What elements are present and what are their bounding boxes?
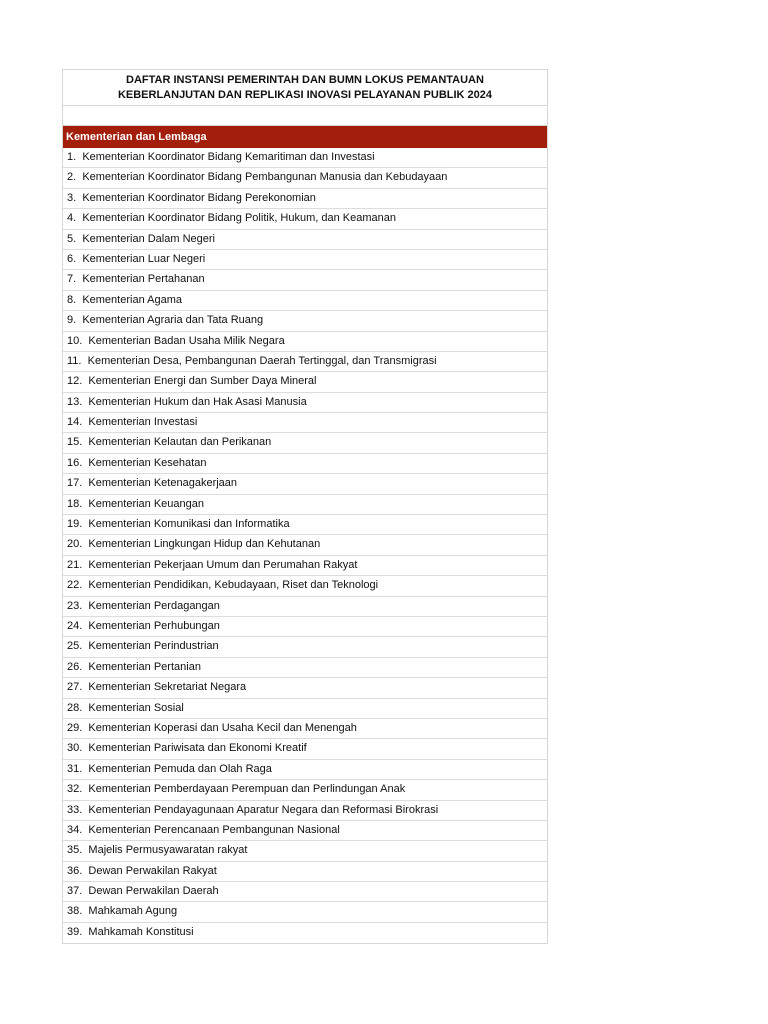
- item-number: 32.: [67, 783, 83, 796]
- item-number: 25.: [67, 640, 83, 653]
- list-item: [63, 454, 547, 474]
- item-number: 27.: [67, 681, 83, 694]
- item-number: 34.: [67, 823, 83, 836]
- item-name: Kementerian Investasi: [88, 416, 198, 429]
- list-item: [63, 535, 547, 555]
- item-number: 20.: [67, 538, 83, 551]
- list-item: [63, 270, 547, 290]
- item-number: 13.: [67, 395, 83, 408]
- item-number: 15.: [67, 436, 83, 449]
- item-number: 36.: [67, 864, 83, 877]
- list-item: [63, 699, 547, 719]
- item-name: Kementerian Energi dan Sumber Daya Mineral: [88, 375, 317, 388]
- list-item: [63, 515, 547, 535]
- list-item: [63, 719, 547, 739]
- list-item: [63, 556, 547, 576]
- item-number: 30.: [67, 742, 83, 755]
- item-number: 37.: [67, 885, 83, 898]
- item-name: Kementerian Sosial: [88, 701, 184, 714]
- item-name: Kementerian Pertanian: [88, 660, 201, 673]
- list-item: [63, 372, 547, 392]
- item-name: Kementerian Pemberdayaan Perempuan dan Perlindungan Anak: [88, 783, 406, 796]
- item-number: 18.: [67, 497, 83, 510]
- item-number: 2.: [67, 171, 77, 184]
- list-item: [63, 433, 547, 453]
- item-number: 6.: [67, 252, 77, 265]
- item-number: 11.: [67, 354, 82, 367]
- item-number: 38.: [67, 905, 83, 918]
- item-number: 17.: [67, 477, 83, 490]
- item-name: Mahkamah Konstitusi: [88, 925, 194, 938]
- document-sheet: [62, 69, 548, 944]
- list-item: [63, 617, 547, 637]
- item-number: 7.: [67, 273, 77, 286]
- item-number: 10.: [67, 334, 83, 347]
- item-name: Kementerian Pendayagunaan Aparatur Negara dan Reformasi Birokrasi: [88, 803, 439, 816]
- item-number: 21.: [67, 558, 83, 571]
- list-item: [63, 189, 547, 209]
- document-title: [63, 70, 547, 106]
- item-number: 12.: [67, 375, 83, 388]
- item-name: Dewan Perwakilan Daerah: [88, 885, 219, 898]
- item-name: Kementerian Koordinator Bidang Kemaritiman dan Investasi: [82, 151, 375, 163]
- list-item: [63, 291, 547, 311]
- list-item: [63, 148, 547, 168]
- item-name: Kementerian Kelautan dan Perikanan: [88, 436, 272, 449]
- item-name: Kementerian Lingkungan Hidup dan Kehutanan: [88, 538, 321, 551]
- list-item: [63, 760, 547, 780]
- item-name: Kementerian Kesehatan: [88, 456, 207, 469]
- list-item: [63, 739, 547, 759]
- list-item: [63, 495, 547, 515]
- list-item: [63, 841, 547, 861]
- list-item: [63, 882, 547, 902]
- list-item: [63, 474, 547, 494]
- item-number: 3.: [67, 191, 77, 204]
- item-name: Kementerian Koordinator Bidang Politik, Hukum, dan Keamanan: [82, 212, 396, 225]
- list-item: [63, 801, 547, 821]
- item-name: Kementerian Perdagangan: [88, 599, 220, 612]
- item-name: Kementerian Pemuda dan Olah Raga: [88, 762, 272, 775]
- section-header: Kementerian dan Lembaga: [63, 126, 547, 148]
- item-name: Kementerian Perhubungan: [88, 619, 220, 632]
- item-name: Kementerian Agama: [82, 293, 182, 306]
- item-name: Kementerian Desa, Pembangunan Daerah Tertinggal, dan Transmigrasi: [87, 354, 437, 367]
- item-number: 9.: [67, 314, 77, 327]
- empty-row: [63, 106, 547, 126]
- list-item: [63, 576, 547, 596]
- item-name: Kementerian Agraria dan Tata Ruang: [82, 314, 264, 327]
- item-name: Kementerian Pekerjaan Umum dan Perumahan Rakyat: [88, 558, 358, 571]
- item-number: 22.: [67, 579, 83, 592]
- item-number: 14.: [67, 416, 83, 429]
- list-item: [63, 923, 547, 943]
- item-number: 4.: [67, 212, 77, 225]
- title-line-1: DAFTAR INSTANSI PEMERINTAH DAN BUMN LOKUS PEMANTAUAN: [126, 74, 484, 86]
- list-item: [63, 250, 547, 270]
- item-name: Kementerian Pertahanan: [82, 273, 205, 286]
- item-name: Kementerian Koordinator Bidang Pembangunan Manusia dan Kebudayaan: [82, 171, 448, 184]
- item-number: 1.: [67, 151, 77, 163]
- item-number: 28.: [67, 701, 83, 714]
- item-name: Kementerian Koordinator Bidang Perekonomian: [82, 191, 316, 204]
- list-item: [63, 209, 547, 229]
- list-item: [63, 393, 547, 413]
- item-name: Kementerian Perencanaan Pembangunan Nasional: [88, 823, 340, 836]
- list-item: [63, 168, 547, 188]
- item-name: Kementerian Pendidikan, Kebudayaan, Riset dan Teknologi: [88, 579, 379, 592]
- item-name: Dewan Perwakilan Rakyat: [88, 864, 217, 877]
- item-number: 5.: [67, 232, 77, 245]
- list-item: [63, 413, 547, 433]
- item-name: Kementerian Sekretariat Negara: [88, 681, 247, 694]
- list-item: [63, 637, 547, 657]
- item-number: 31.: [67, 762, 83, 775]
- item-name: Kementerian Pariwisata dan Ekonomi Kreatif: [88, 742, 307, 755]
- list-item: [63, 311, 547, 331]
- list-item: [63, 678, 547, 698]
- item-number: 39.: [67, 925, 83, 938]
- title-line-2: KEBERLANJUTAN DAN REPLIKASI INOVASI PELAYANAN PUBLIK 2024: [117, 89, 493, 101]
- item-number: 33.: [67, 803, 83, 816]
- agency-list: [63, 148, 547, 943]
- item-name: Kementerian Keuangan: [88, 497, 205, 510]
- item-name: Kementerian Komunikasi dan Informatika: [88, 518, 290, 531]
- list-item: [63, 597, 547, 617]
- item-number: 8.: [67, 293, 77, 306]
- item-number: 29.: [67, 721, 83, 734]
- list-item: [63, 862, 547, 882]
- list-item: [63, 332, 547, 352]
- item-name: Kementerian Dalam Negeri: [82, 232, 215, 245]
- list-item: [63, 821, 547, 841]
- list-item: [63, 902, 547, 922]
- list-item: [63, 230, 547, 250]
- item-number: 23.: [67, 599, 83, 612]
- item-number: 24.: [67, 619, 83, 632]
- item-number: 19.: [67, 518, 83, 531]
- item-name: Kementerian Badan Usaha Milik Negara: [88, 334, 285, 347]
- item-number: 35.: [67, 844, 83, 857]
- item-name: Kementerian Luar Negeri: [82, 252, 206, 265]
- item-name: Kementerian Hukum dan Hak Asasi Manusia: [88, 395, 307, 408]
- item-name: Mahkamah Agung: [88, 905, 178, 918]
- item-name: Kementerian Perindustrian: [88, 640, 219, 653]
- item-name: Kementerian Ketenagakerjaan: [88, 477, 238, 490]
- list-item: [63, 658, 547, 678]
- item-number: 16.: [67, 456, 83, 469]
- item-name: Kementerian Koperasi dan Usaha Kecil dan Menengah: [88, 721, 357, 734]
- item-number: 26.: [67, 660, 83, 673]
- list-item: [63, 352, 547, 372]
- list-item: [63, 780, 547, 800]
- item-name: Majelis Permusyawaratan rakyat: [88, 844, 248, 857]
